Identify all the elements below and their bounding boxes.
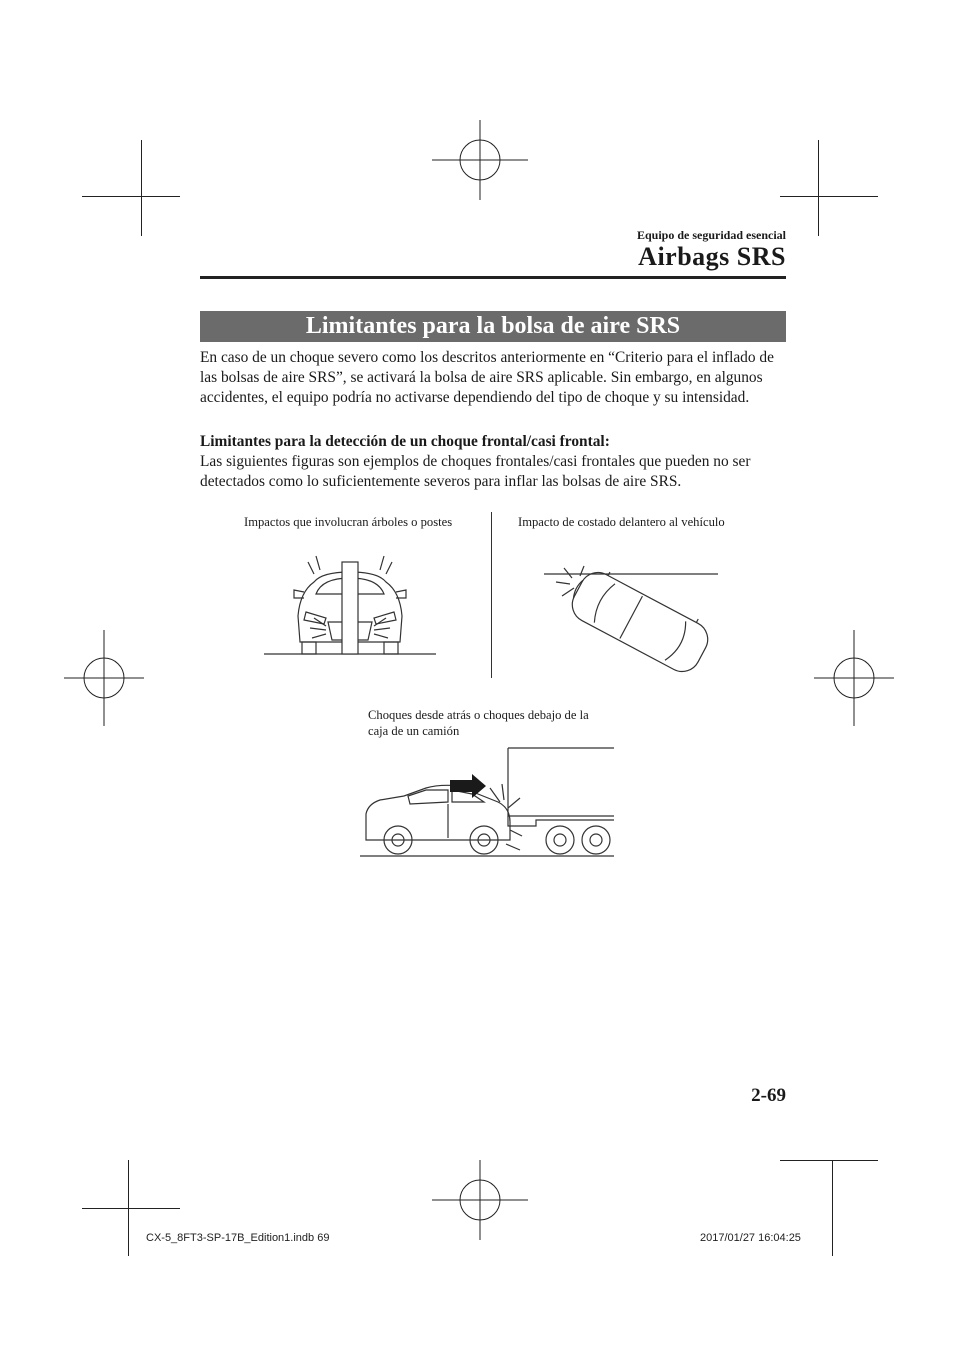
header-rule (200, 276, 786, 279)
subtext-paragraph: Las siguientes figuras son ejemplos de choques frontales/casi frontales que pueden no ser detectados como lo suficientemente severos para inflar las bolsas de aire SRS. (200, 453, 751, 490)
footer-file: CX-5_8FT3-SP-17B_Edition1.indb 69 (146, 1232, 330, 1244)
figure-divider (491, 512, 492, 678)
intro-paragraph: En caso de un choque severo como los descritos anteriormente en “Criterio para el inflado de las bolsas de aire SRS”, se activará la bolsa de aire SRS aplicable. Sin embargo, en algunos accidentes, el equipo podría no activarse dependiendo del tipo de choque y su intensidad. (200, 349, 774, 406)
offset-impact-illustration (544, 564, 744, 674)
registration-mark-top (432, 120, 532, 200)
underride-impact-illustration (360, 744, 620, 864)
section-banner: Limitantes para la bolsa de aire SRS (200, 311, 786, 342)
footer-timestamp: 2017/01/27 16:04:25 (700, 1232, 801, 1244)
registration-mark-bottom (432, 1160, 532, 1240)
registration-mark-left (64, 628, 144, 728)
registration-mark-right (814, 628, 894, 728)
fig3-caption-line1: Choques desde atrás o choques debajo de la (368, 708, 589, 722)
section-label: Equipo de seguridad esencial (636, 228, 786, 242)
pole-impact-illustration (264, 552, 444, 662)
fig2-caption: Impacto de costado delantero al vehículo (518, 515, 725, 529)
page-number: 2-69 (751, 1085, 786, 1106)
fig3-caption-line2: caja de un camión (368, 724, 460, 738)
fig1-caption: Impactos que involucran árboles o postes (244, 515, 453, 529)
subheading: Limitantes para la detección de un choque frontal/casi frontal: (200, 433, 610, 450)
page-title: Airbags SRS (638, 242, 786, 271)
